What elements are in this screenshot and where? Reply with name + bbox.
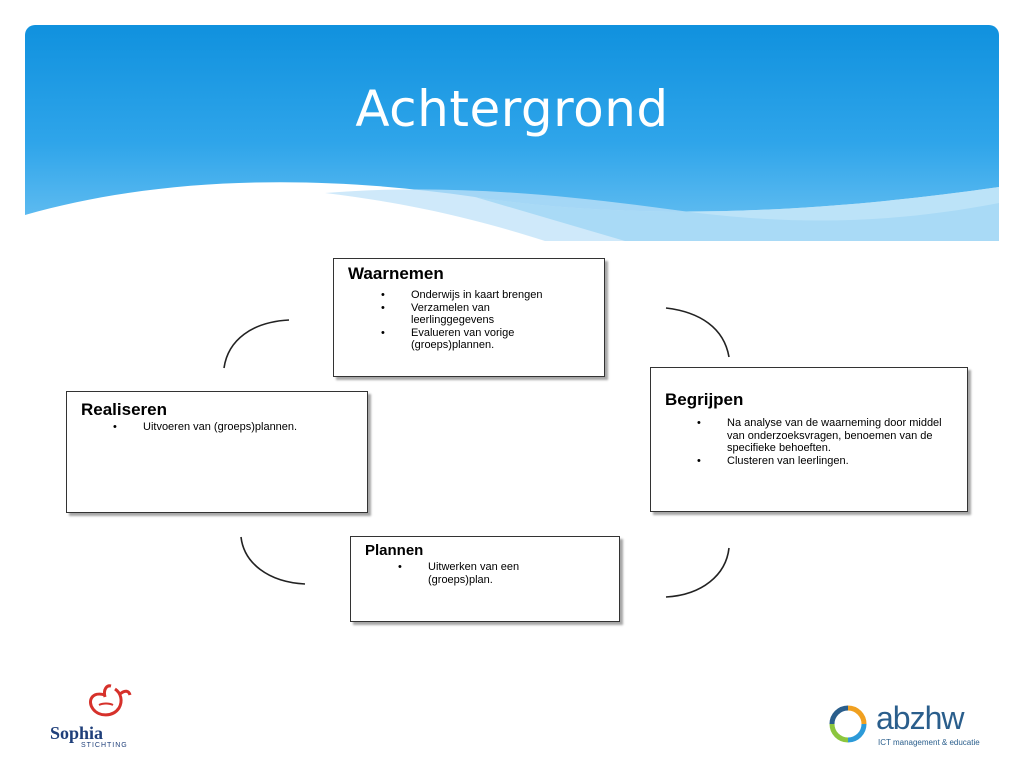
plannen-title: Plannen bbox=[365, 542, 424, 559]
arc-bottom-left bbox=[241, 537, 305, 584]
slide-title: Achtergrond bbox=[355, 80, 669, 138]
waarnemen-list bbox=[381, 289, 591, 352]
realiseren-title: Realiseren bbox=[81, 400, 167, 419]
abzhw-logo bbox=[826, 700, 986, 752]
begrijpen-list bbox=[697, 417, 957, 467]
waarnemen-item: • Verzamelen van leerlinggegevens bbox=[381, 302, 531, 327]
arc-top-left bbox=[224, 320, 289, 368]
begrijpen-item: • Na analyse van de waarneming door middel van onderzoeksvragen, benoemen van de specifieke behoeften. bbox=[697, 417, 952, 455]
waarnemen-item: • Onderwijs in kaart brengen bbox=[381, 289, 591, 302]
sophia-logo bbox=[47, 683, 157, 753]
begrijpen-item: • Clusteren van leerlingen. bbox=[697, 455, 957, 468]
plannen-item: • Uitwerken van een (groeps)plan. bbox=[398, 561, 548, 586]
sophia-tulip-icon bbox=[47, 683, 157, 728]
realiseren-box bbox=[66, 391, 368, 513]
plannen-list bbox=[398, 561, 558, 586]
begrijpen-box bbox=[650, 367, 968, 512]
realiseren-list bbox=[113, 421, 353, 434]
arc-bottom-right bbox=[666, 548, 729, 597]
arc-top-right bbox=[666, 308, 729, 357]
abzhw-ring-icon bbox=[826, 702, 870, 748]
waarnemen-item: • Evalueren van vorige (groeps)plannen. bbox=[381, 327, 556, 352]
abzhw-name: abzhw bbox=[876, 700, 964, 736]
begrijpen-title: Begrijpen bbox=[665, 390, 744, 409]
waarnemen-box bbox=[333, 258, 605, 377]
waarnemen-title: Waarnemen bbox=[348, 264, 444, 283]
plannen-box bbox=[350, 536, 620, 622]
abzhw-tagline: ICT management & educatie bbox=[878, 738, 980, 747]
realiseren-item: • Uitvoeren van (groeps)plannen. bbox=[113, 421, 353, 434]
sophia-name: Sophia bbox=[50, 723, 104, 743]
sophia-sub: STICHTING bbox=[81, 742, 128, 749]
